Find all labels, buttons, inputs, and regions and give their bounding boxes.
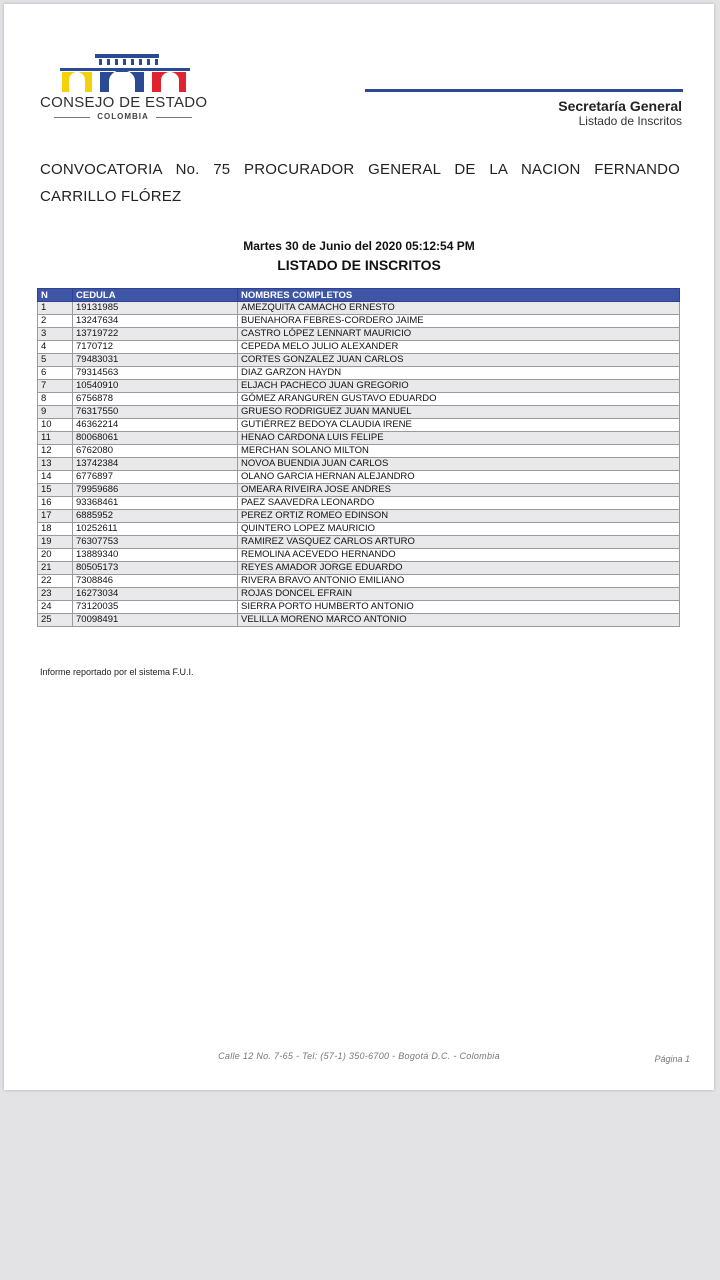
report-datetime: Martes 30 de Junio del 2020 05:12:54 PM [243,239,475,253]
consejo-de-estado-logo [40,50,206,126]
logo-divider-right [156,117,192,118]
table-body [38,302,680,627]
page-number: Página 1 [654,1054,690,1064]
row-number: 8 [38,393,73,406]
report-note: Informe reportado por el sistema F.U.I. [40,667,194,677]
row-number: 4 [38,341,73,354]
logo-subtitle: COLOMBIA [97,112,149,121]
row-number: 15 [38,484,73,497]
table-row [38,497,680,510]
row-cedula: 70098491 [73,614,238,627]
row-cedula: 6756878 [73,393,238,406]
row-number: 13 [38,458,73,471]
row-nombre: ROJAS DONCEL EFRAIN [238,588,680,601]
row-nombre: GUTIÉRREZ BEDOYA CLAUDIA IRENE [238,419,680,432]
row-number: 3 [38,328,73,341]
row-cedula: 76317550 [73,406,238,419]
table-row [38,471,680,484]
table-row [38,354,680,367]
row-nombre: REMOLINA ACEVEDO HERNANDO [238,549,680,562]
row-nombre: CASTRO LÓPEZ LENNART MAURICIO [238,328,680,341]
row-cedula: 7170712 [73,341,238,354]
row-nombre: RAMIREZ VASQUEZ CARLOS ARTURO [238,536,680,549]
table-row [38,614,680,627]
row-nombre: VELILLA MORENO MARCO ANTONIO [238,614,680,627]
row-nombre: MERCHAN SOLANO MILTON [238,445,680,458]
row-number: 5 [38,354,73,367]
row-cedula: 13889340 [73,549,238,562]
row-cedula: 13742384 [73,458,238,471]
header-nombres: NOMBRES COMPLETOS [238,289,680,302]
header-rule [365,89,683,92]
table-row [38,315,680,328]
table-row [38,341,680,354]
table-row [38,380,680,393]
row-nombre: PEREZ ORTIZ ROMEO EDINSON [238,510,680,523]
row-cedula: 80068061 [73,432,238,445]
row-nombre: BUENAHORA FEBRES-CORDERO JAIME [238,315,680,328]
row-nombre: OMEARA RIVEIRA JOSE ANDRES [238,484,680,497]
row-nombre: SIERRA PORTO HUMBERTO ANTONIO [238,601,680,614]
table-row [38,549,680,562]
row-cedula: 73120035 [73,601,238,614]
building-emblem-icon [54,50,194,96]
row-number: 1 [38,302,73,315]
row-cedula: 10540910 [73,380,238,393]
logo-title: CONSEJO DE ESTADO [40,94,208,111]
row-cedula: 79959686 [73,484,238,497]
row-number: 6 [38,367,73,380]
table-row [38,328,680,341]
row-number: 11 [38,432,73,445]
table-row [38,536,680,549]
row-cedula: 6762080 [73,445,238,458]
row-cedula: 13247634 [73,315,238,328]
row-cedula: 93368461 [73,497,238,510]
row-number: 16 [38,497,73,510]
row-cedula: 76307753 [73,536,238,549]
row-nombre: RIVERA BRAVO ANTONIO EMILIANO [238,575,680,588]
table-row [38,575,680,588]
row-nombre: CEPEDA MELO JULIO ALEXANDER [238,341,680,354]
list-title: LISTADO DE INSCRITOS [277,257,441,273]
footer-address: Calle 12 No. 7-65 - Tel: (57-1) 350-6700 - Bogotá D.C. - Colombia [218,1051,500,1061]
row-nombre: HENAO CARDONA LUIS FELIPE [238,432,680,445]
row-nombre: ELJACH PACHECO JUAN GREGORIO [238,380,680,393]
table-row [38,601,680,614]
table-row [38,367,680,380]
row-nombre: QUINTERO LOPEZ MAURICIO [238,523,680,536]
row-number: 10 [38,419,73,432]
row-number: 17 [38,510,73,523]
row-cedula: 6776897 [73,471,238,484]
table-row [38,419,680,432]
row-cedula: 10252611 [73,523,238,536]
row-number: 9 [38,406,73,419]
row-number: 22 [38,575,73,588]
row-number: 25 [38,614,73,627]
table-row [38,432,680,445]
table-row [38,393,680,406]
table-row [38,302,680,315]
row-number: 21 [38,562,73,575]
row-cedula: 6885952 [73,510,238,523]
row-cedula: 46362214 [73,419,238,432]
row-number: 18 [38,523,73,536]
row-number: 20 [38,549,73,562]
row-nombre: OLANO GARCIA HERNAN ALEJANDRO [238,471,680,484]
table-row [38,458,680,471]
row-nombre: GRUESO RODRIGUEZ JUAN MANUEL [238,406,680,419]
row-number: 24 [38,601,73,614]
row-number: 2 [38,315,73,328]
department-title: Secretaría General [558,98,682,114]
row-nombre: CORTES GONZALEZ JUAN CARLOS [238,354,680,367]
table-header-row [38,289,680,302]
row-number: 14 [38,471,73,484]
row-number: 12 [38,445,73,458]
inscritos-table [37,288,680,627]
header-cedula: CEDULA [73,289,238,302]
table-row [38,588,680,601]
row-nombre: NOVOA BUENDIA JUAN CARLOS [238,458,680,471]
row-cedula: 16273034 [73,588,238,601]
row-number: 7 [38,380,73,393]
table-row [38,523,680,536]
table-row [38,445,680,458]
header-n: N [38,289,73,302]
row-nombre: PAEZ SAAVEDRA LEONARDO [238,497,680,510]
document-page [4,4,714,1090]
row-cedula: 7308846 [73,575,238,588]
table-row [38,510,680,523]
row-nombre: REYES AMADOR JORGE EDUARDO [238,562,680,575]
row-number: 23 [38,588,73,601]
row-cedula: 79483031 [73,354,238,367]
row-nombre: AMEZQUITA CAMACHO ERNESTO [238,302,680,315]
table-row [38,406,680,419]
row-nombre: GÓMEZ ARANGUREN GUSTAVO EDUARDO [238,393,680,406]
row-cedula: 79314563 [73,367,238,380]
row-cedula: 80505173 [73,562,238,575]
convocatoria-title: CONVOCATORIA No. 75 PROCURADOR GENERAL DE LA NACION FERNANDO CARRILLO FLÓREZ [40,161,680,205]
row-number: 19 [38,536,73,549]
row-nombre: DIAZ GARZON HAYDN [238,367,680,380]
row-cedula: 13719722 [73,328,238,341]
table-row [38,562,680,575]
table-row [38,484,680,497]
section-subtitle: Listado de Inscritos [578,114,682,128]
row-cedula: 19131985 [73,302,238,315]
